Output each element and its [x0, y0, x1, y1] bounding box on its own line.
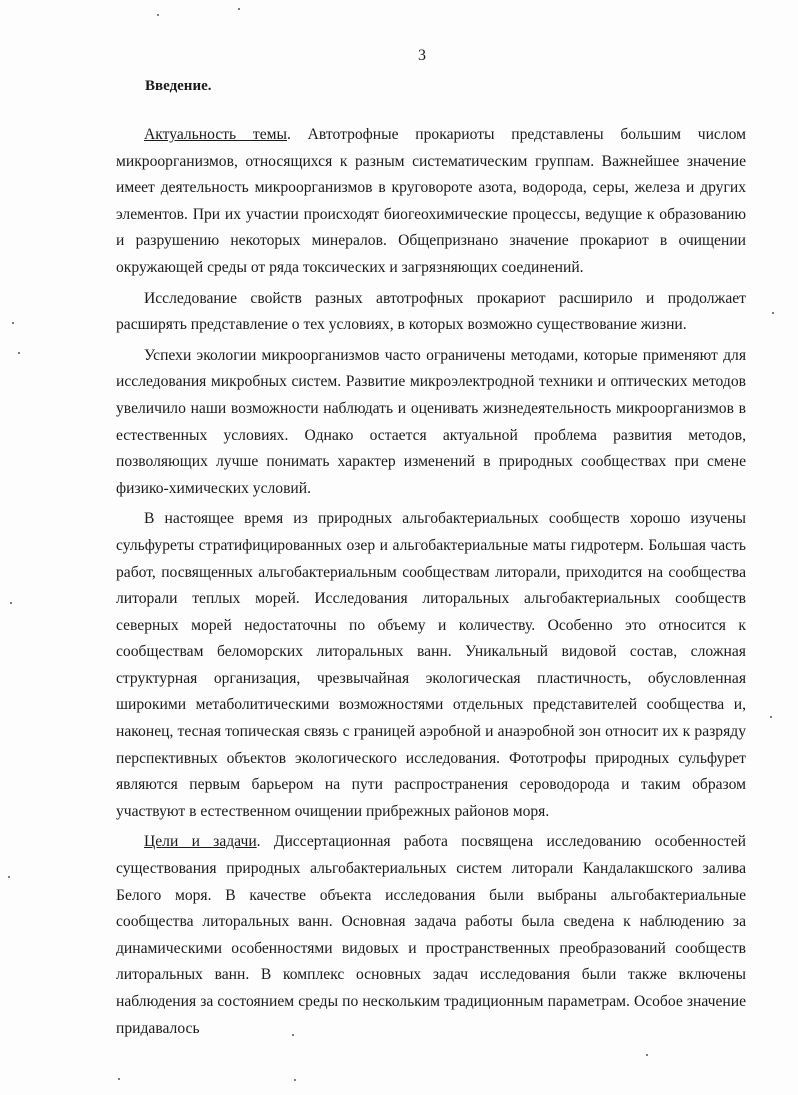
scan-speck: [772, 312, 774, 314]
section-heading: Введение.: [145, 78, 212, 94]
paragraph-lead-relevance: Актуальность темы: [144, 126, 287, 143]
scan-speck: [10, 602, 12, 604]
paragraph-text: В настоящее время из природных альгобактериальных сообществ хорошо изучены сульфуреты стратифицированных озер и альгобактериальные маты гидротерм. Большая часть работ, посвященных альгобактериальным сообществам литорали, приходится на сообщества литорали теплых морей. Исследования литоральных альгобактериальных сообществ северных морей недостаточны по объему и количеству. Особенно это относится к сообществам беломорских литоральных ванн. Уникальный видовой состав, сложная структурная организация, чрезвычайная экологическая пластичность, обусловленная широкими метаболитическими возможностями отдельных представителей сообщества и, наконец, тесная топическая связь с границей аэробной и анаэробной зон относит их к разряду перспективных объектов экологического исследования. Фототрофы природных сульфурет являются первым барьером на пути распространения сероводорода и таким образом участвуют в естественном очищении прибрежных районов моря.: [116, 510, 746, 820]
paragraph-autotroph-properties: [116, 286, 746, 339]
scan-speck: [12, 322, 14, 324]
scan-speck: [8, 876, 10, 878]
paragraph-text: Исследование свойств разных автотрофных прокариот расширило и продолжает расширять представление о тех условиях, в которых возможно существование жизни.: [116, 289, 746, 334]
paragraph-algobacterial-communities: [116, 506, 746, 825]
paragraph-text: Успехи экологии микроорганизмов часто ограничены методами, которые применяют для исследования микробных систем. Развитие микроэлектродной техники и оптических методов увеличило наши возможности наблюдать и оценивать жизнедеятельность микроорганизмов в естественных условиях. Однако остается актуальной проблема развития методов, позволяющих лучше понимать характер изменений в природных сообществах при смене физико-химических условий.: [116, 346, 746, 497]
paragraph-relevance: [116, 122, 746, 282]
scan-speck: [646, 1054, 648, 1056]
paragraph-goals: [116, 829, 746, 1042]
paragraph-text: . Автотрофные прокариоты представлены большим числом микроорганизмов, относящихся к разным систематическим группам. Важнейшее значение имеет деятельность микроорганизмов в круговороте азота, водорода, серы, железа и других элементов. При их участии происходят биогеохимические процессы, ведущие к образованию и разрушению некоторых минералов. Общепризнано значение прокариот в очищении окружающей среды от ряда токсических и загрязняющих соединений.: [116, 126, 746, 276]
scan-speck: [118, 1078, 120, 1080]
scan-speck: [157, 14, 159, 16]
scan-speck: [18, 352, 20, 354]
scan-speck: [292, 1034, 294, 1036]
body-text: [116, 122, 746, 1042]
scan-speck: [294, 1079, 296, 1081]
page-number: 3: [418, 47, 426, 64]
scan-speck: [238, 8, 240, 10]
scan-speck: [770, 716, 772, 718]
paragraph-text: . Диссертационная работа посвящена исследованию особенностей существования природных альгобактериальных систем литорали Кандалакшского залива Белого моря. В качестве объекта исследования были выбраны альгобактериальные сообщества литоральных ванн. Основная задача работы была сведена к наблюдению за динамическими особенностями видовых и пространственных преобразований сообществ литоральных ванн. В комплекс основных задач исследования были также включены наблюдения за состоянием среды по нескольким традиционным параметрам. Особое значение придавалось: [116, 833, 746, 1037]
paragraph-lead-goals: Цели и задачи: [144, 833, 257, 851]
paragraph-ecology-methods: [116, 343, 746, 503]
